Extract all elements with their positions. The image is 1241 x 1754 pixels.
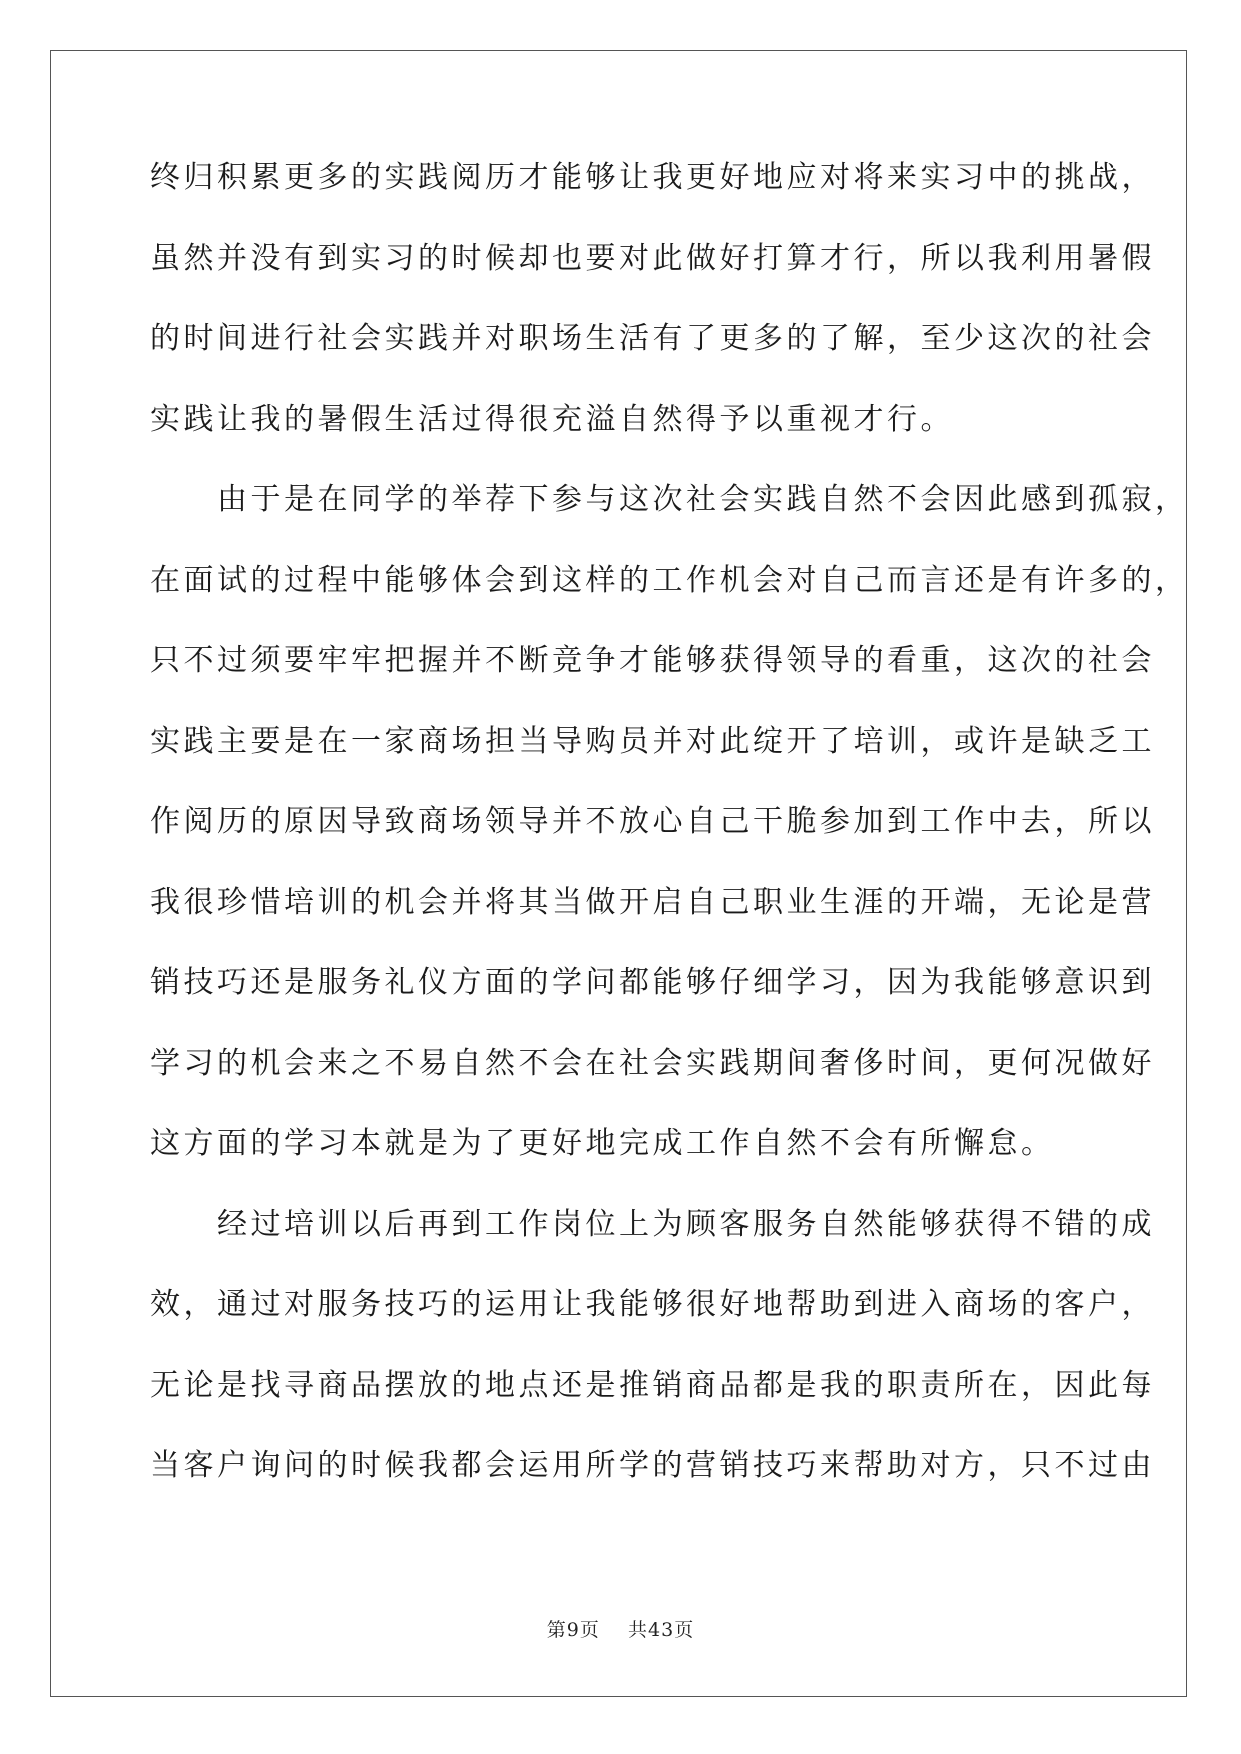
text-line: 这方面的学习本就是为了更好地完成工作自然不会有所懈怠。: [150, 1126, 1055, 1161]
page-number: 9: [566, 1619, 580, 1641]
text-line: 我很珍惜培训的机会并将其当做开启自己职业生涯的开端，无论是营: [150, 884, 1155, 920]
paragraph-start-line: 经过培训以后再到工作岗位上为顾客服务自然能够获得不错的成: [217, 1206, 1155, 1242]
total-suffix: 页: [674, 1619, 695, 1641]
text-line: 销技巧还是服务礼仪方面的学问都能够仔细学习，因为我能够意识到: [150, 965, 1155, 1000]
text-line: 只不过须要牢牢把握并不断竞争才能够获得领导的看重，这次的社会: [150, 643, 1155, 678]
text-line: 学习的机会来之不易自然不会在社会实践期间奢侈时间，更何况做好: [150, 1045, 1155, 1081]
text-line: 的时间进行社会实践并对职场生活有了更多的了解，至少这次的社会: [150, 321, 1155, 356]
text-line: 作阅历的原因导致商场领导并不放心自己干脆参加到工作中去，所以: [150, 804, 1155, 839]
total-prefix: 共: [628, 1619, 649, 1641]
page-footer: [0, 1615, 1241, 1642]
page-prefix: 第: [546, 1619, 567, 1641]
text-line: 无论是找寻商品摆放的地点还是推销商品都是我的职责所在，因此每: [150, 1367, 1155, 1403]
paragraph-start-line: 由于是在同学的举荐下参与这次社会实践自然不会因此感到孤寂，: [217, 482, 1189, 517]
text-line: 效，通过对服务技巧的运用让我能够很好地帮助到进入商场的客户，: [150, 1287, 1155, 1322]
text-line: 实践让我的暑假生活过得很充溢自然得予以重视才行。: [150, 401, 954, 437]
page-suffix: 页: [579, 1619, 600, 1641]
text-line: 在面试的过程中能够体会到这样的工作机会对自己而言还是有许多的，: [150, 562, 1189, 598]
text-line: 终归积累更多的实践阅历才能够让我更好地应对将来实习中的挑战，: [150, 160, 1155, 195]
text-line: 虽然并没有到实习的时候却也要对此做好打算才行，所以我利用暑假: [150, 240, 1155, 276]
text-line: 当客户询问的时候我都会运用所学的营销技巧来帮助对方，只不过由: [150, 1448, 1155, 1483]
text-line: 实践主要是在一家商场担当导购员并对此绽开了培训，或许是缺乏工: [150, 723, 1155, 759]
document-body: [150, 158, 1189, 1527]
total-pages: 43: [648, 1619, 675, 1641]
